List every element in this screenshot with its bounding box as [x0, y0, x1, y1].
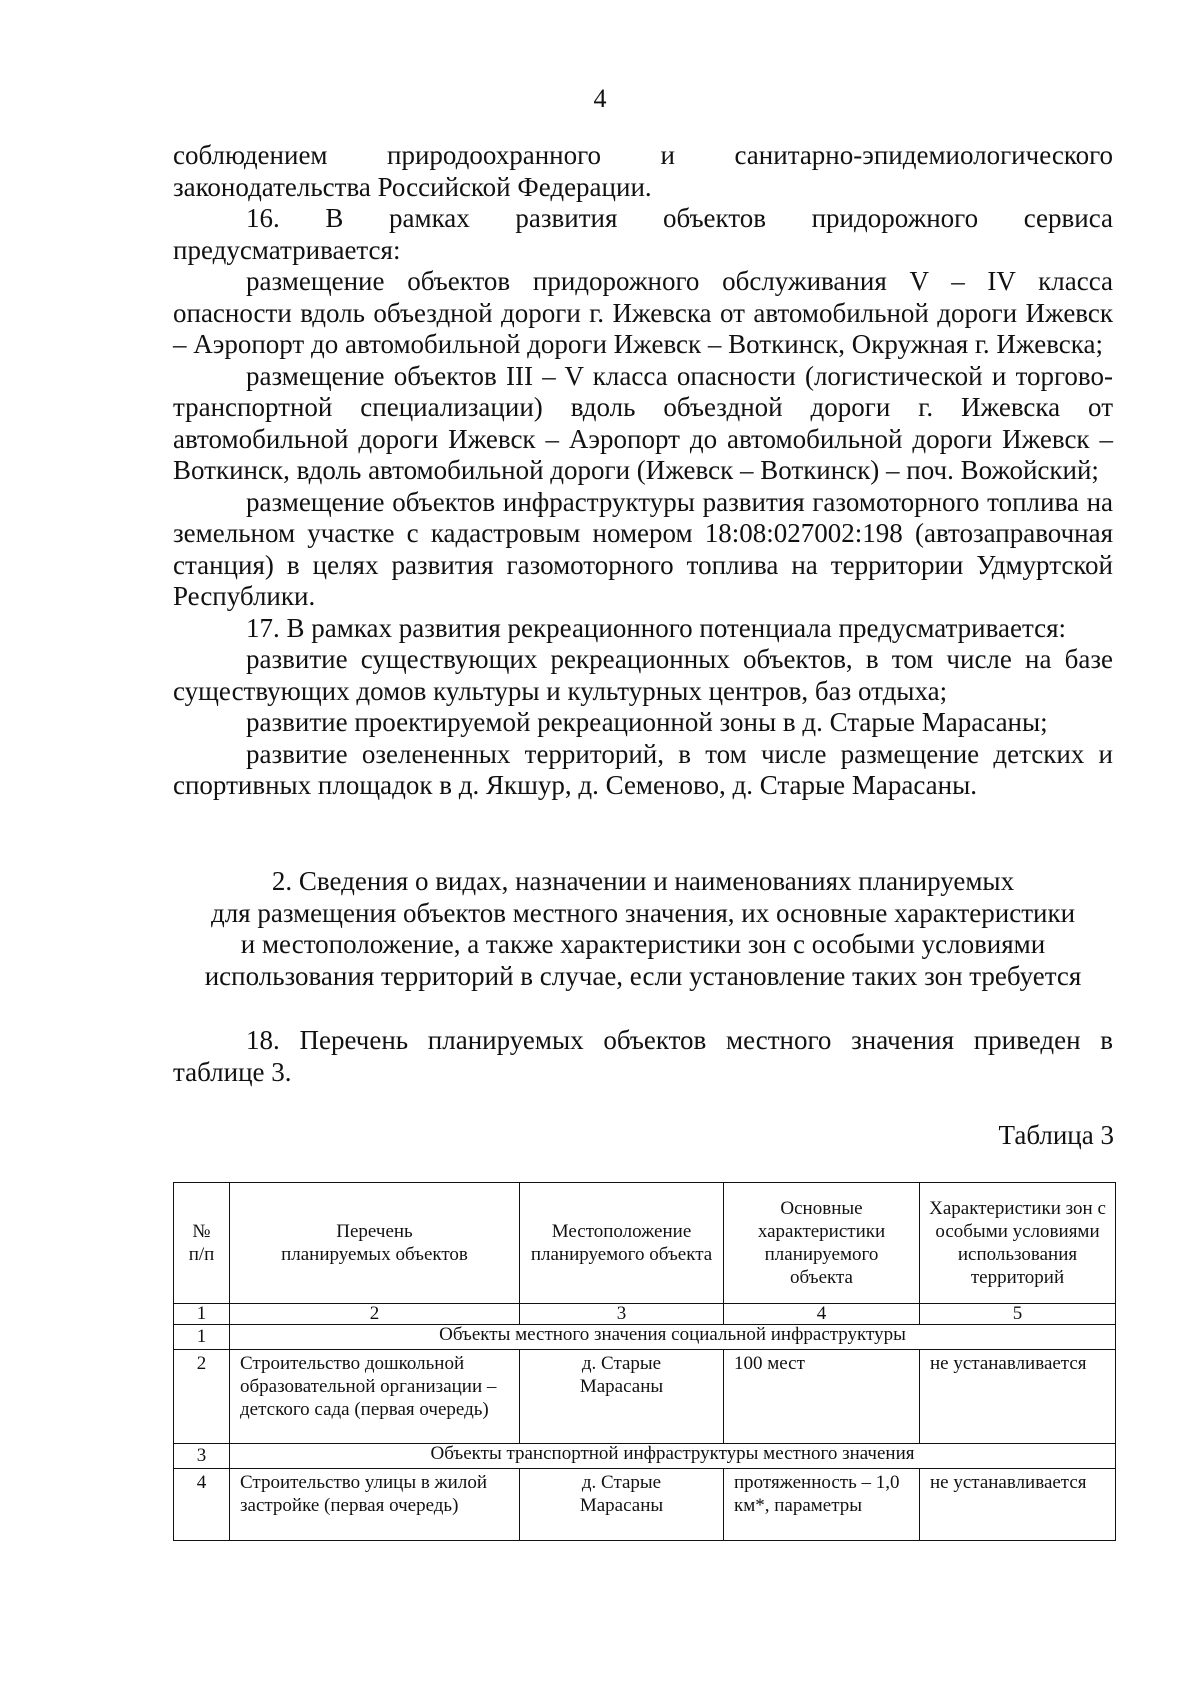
section-heading-line: 2. Сведения о видах, назначении и наименованиях планируемых [271, 866, 1015, 896]
column-number: 3 [520, 1304, 724, 1325]
header-location: Местоположение планируемого объекта [520, 1183, 724, 1304]
header-zones: Характеристики зон с особыми условиями использования территорий [920, 1183, 1116, 1304]
paragraph: развитие проектируемой рекреационной зоны в д. Старые Марасаны; [246, 707, 1048, 737]
header-objects: Перечень планируемых объектов [230, 1183, 520, 1304]
section-heading-line: и местоположение, а также характеристики зон с особыми условиями [240, 929, 1046, 959]
header-characteristics: Основные характеристики планируемого объекта [724, 1183, 920, 1304]
column-number: 2 [230, 1304, 520, 1325]
object-zones: не устанавливается [920, 1350, 1116, 1444]
section-heading-line: для размещения объектов местного значения, их основные характеристики [210, 897, 1076, 928]
paragraph-18: 18. Перечень планируемых объектов местного значения приведен в таблице 3. [173, 1025, 1113, 1087]
table-label: Таблица 3 [998, 1120, 1114, 1150]
object-zones: не устанавливается [920, 1469, 1116, 1541]
section-title: Объекты транспортной инфраструктуры местного значения [230, 1444, 1116, 1469]
row-number: 1 [174, 1325, 230, 1350]
row-number: 4 [174, 1469, 230, 1541]
header-number [174, 1183, 230, 1304]
page-number: 4 [593, 84, 607, 113]
section-title: Объекты местного значения социальной инфраструктуры [230, 1325, 1116, 1350]
object-characteristics: 100 мест [724, 1350, 920, 1444]
table-row [174, 1350, 1116, 1444]
row-number: 2 [174, 1350, 230, 1444]
paragraph: развитие существующих рекреационных объектов, в том числе на базе существующих домов культуры и культурных центров, баз отдыха; [173, 644, 1113, 706]
object-name: Строительство улицы в жилой застройке (первая очередь) [230, 1469, 520, 1541]
paragraph: соблюдением природоохранного и санитарно-эпидемиологического законодательства Российской Федерации. [173, 140, 1113, 202]
column-number: 1 [174, 1304, 230, 1325]
column-number-row [174, 1304, 1116, 1325]
paragraph: размещение объектов придорожного обслуживания V – IV класса опасности вдоль объездной дороги г. Ижевска от автомобильной дороги Ижевск – Аэропорт до автомобильной дороги Ижевск – Воткинск, Окружная г. Ижевска; [173, 266, 1113, 359]
object-location: д. Старые Марасаны [520, 1469, 724, 1541]
paragraph: развитие озелененных территорий, в том числе размещение детских и спортивных площадок в д. Якшур, д. Семеново, д. Старые Марасаны. [173, 738, 1113, 800]
table-header-row [174, 1183, 1116, 1304]
object-name: Строительство дошкольной образовательной организации – детского сада (первая очередь) [230, 1350, 520, 1444]
section-heading-line: использования территорий в случае, если установление таких зон требуется [204, 960, 1082, 991]
paragraph: 16. В рамках развития объектов придорожного сервиса предусматривается: [173, 203, 1113, 265]
row-number: 3 [174, 1444, 230, 1469]
column-number: 4 [724, 1304, 920, 1325]
paragraph: размещение объектов инфраструктуры развития газомоторного топлива на земельном участке с кадастровым номером 18:08:027002:198 (автозаправочная станция) в целях развития газомоторного топлива на территории Удмуртской Республики. [173, 486, 1113, 611]
section-heading [173, 866, 1113, 992]
object-characteristics: протяженность – 1,0 км*, параметры [724, 1469, 920, 1541]
object-location: д. Старые Марасаны [520, 1350, 724, 1444]
table-section-row [174, 1325, 1116, 1350]
planned-objects-table [173, 1182, 1116, 1541]
table-row [174, 1469, 1116, 1541]
paragraph: размещение объектов III – V класса опасности (логистической и торгово-транспортной специализации) вдоль объездной дороги г. Ижевска от автомобильной дороги Ижевск – Аэропорт до автомобильной дороги Ижевск – Воткинск, вдоль автомобильной дороги (Ижевск – Воткинск) – поч. Вожойский; [173, 360, 1113, 485]
header-number-sign: № [192, 1221, 211, 1242]
body-text [173, 140, 1113, 802]
column-number: 5 [920, 1304, 1116, 1325]
paragraph: 17. В рамках развития рекреационного потенциала предусматривается: [246, 612, 1066, 643]
table-section-row [174, 1444, 1116, 1469]
header-number-sub: п/п [188, 1244, 215, 1265]
